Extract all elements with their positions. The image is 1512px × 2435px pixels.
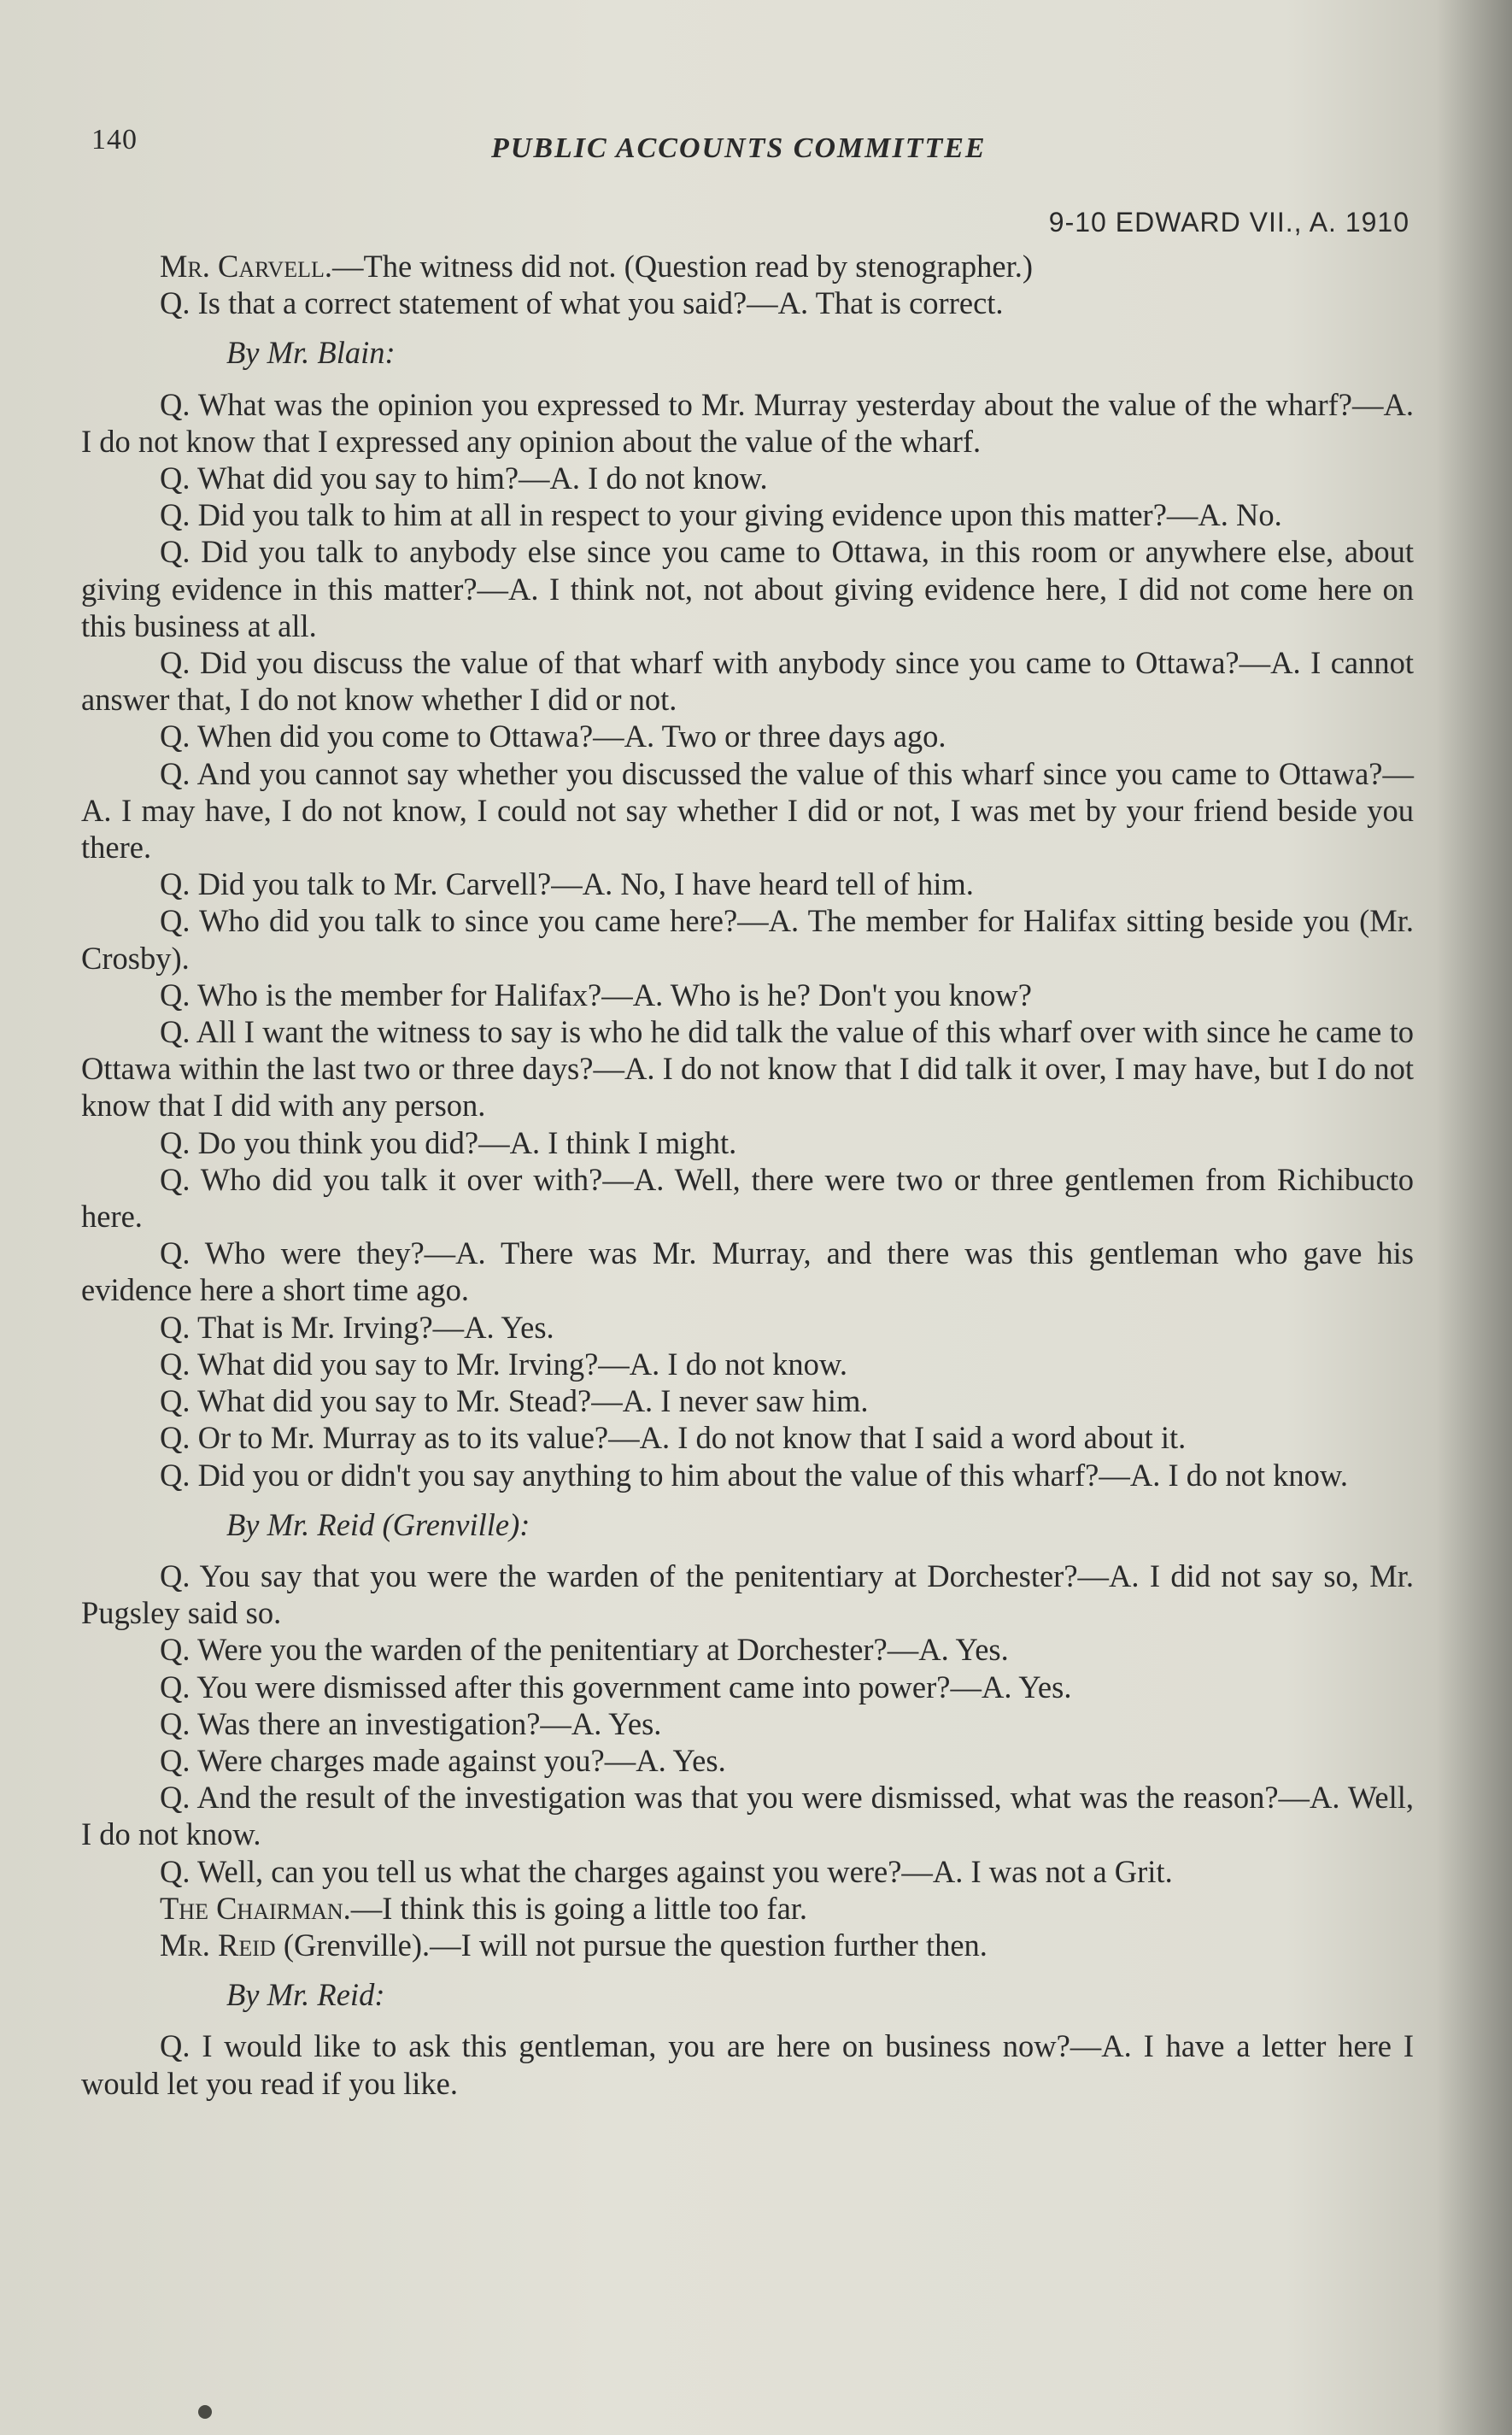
qa-paragraph: Q. Or to Mr. Murray as to its value?—A. I do not know that I said a word about it. (160, 1420, 1187, 1456)
qa-paragraph: Q. Did you talk to him at all in respect to your giving evidence upon this matter?—A. No. (160, 497, 1282, 533)
dialog-text: —I think this is going a little too far. (350, 1890, 808, 1926)
qa-paragraph: Q. When did you come to Ottawa?—A. Two or three days ago. (160, 719, 946, 754)
qa-paragraph: Q. What did you say to Mr. Irving?—A. I do not know. (160, 1346, 847, 1382)
qa-paragraph: Q. Who is the member for Halifax?—A. Who is he? Don't you know? (160, 977, 1032, 1012)
running-head: PUBLIC ACCOUNTS COMMITTEE (491, 132, 987, 164)
qa-paragraph: Q. What was the opinion you expressed to Mr. Murray yesterday about the value of the wharf?—A. I do not know that I expressed any opinion about the value of the wharf. (81, 386, 1414, 459)
qa-paragraph: Q. And the result of the investigation was that you were dismissed, what was the reason?—A. Well, I do not know. (81, 1780, 1414, 1852)
qa-paragraph: Q. What did you say to him?—A. I do not know. (160, 461, 768, 496)
qa-paragraph: Q. Were you the warden of the penitentiary at Dorchester?—A. Yes. (160, 1632, 1009, 1668)
qa-paragraph: Q. Well, can you tell us what the charges against you were?—A. I was not a Grit. (160, 1853, 1173, 1889)
qa-paragraph: Q. Who did you talk it over with?—A. Well, there were two or three gentlemen from Richibucto here. (81, 1161, 1414, 1235)
page-number: 140 (91, 124, 138, 155)
qa-paragraph: Q. All I want the witness to say is who he did talk the value of this wharf over with since he came to Ottawa within the last two or three days?—A. I do not know that I did talk it over, I may have, but I do not know that I did with any person. (81, 1014, 1414, 1124)
session-label: 9-10 EDWARD VII., A. 1910 (1048, 207, 1409, 238)
ink-spot (198, 2405, 212, 2419)
qa-paragraph: Q. Did you talk to Mr. Carvell?—A. No, I have heard tell of him. (160, 866, 974, 902)
speaker-name: The Chairman. (160, 1890, 351, 1926)
dialog-paragraph (81, 1890, 1414, 1927)
qa-paragraph: Q. Who were they?—A. There was Mr. Murray, and there was this gentleman who gave his evidence here a short time ago. (81, 1235, 1414, 1308)
qa-paragraph: Q. Did you talk to anybody else since you came to Ottawa, in this room or anywhere else, about giving evidence in this matter?—A. I think not, not about giving evidence here, I did not come here on this business at all. (81, 534, 1414, 643)
qa-paragraph: Q. Were charges made against you?—A. Yes. (160, 1742, 726, 1778)
examiner-heading: By Mr. Reid (Grenville): (226, 1506, 530, 1542)
qa-paragraph: Q. Is that a correct statement of what you said?—A. That is correct. (160, 285, 1004, 321)
dialog-text: —The witness did not. (Question read by stenographer.) (331, 249, 1034, 284)
speaker-name: Mr. Carvell. (160, 249, 332, 284)
speaker-name: Mr. Reid (160, 1927, 276, 1963)
qa-paragraph: Q. And you cannot say whether you discussed the value of this wharf since you came to Ottawa?—A. I may have, I do not know, I could not say whether I did or not, I was met by your friend beside you there. (81, 755, 1414, 865)
qa-paragraph: Q. You say that you were the warden of the penitentiary at Dorchester?—A. I did not say so, Mr. Pugsley said so. (81, 1558, 1414, 1631)
qa-paragraph: Q. Did you discuss the value of that wharf with anybody since you came to Ottawa?—A. I cannot answer that, I do not know whether I did or not. (81, 645, 1414, 718)
qa-paragraph: Q. Was there an investigation?—A. Yes. (160, 1705, 662, 1741)
examiner-heading: By Mr. Reid: (226, 1977, 385, 2013)
qa-paragraph: Q. Who did you talk to since you came here?—A. The member for Halifax sitting beside you (Mr. Crosby). (81, 903, 1414, 976)
qa-paragraph: Q. What did you say to Mr. Stead?—A. I never saw him. (160, 1383, 869, 1419)
qa-paragraph: Q. You were dismissed after this government came into power?—A. Yes. (160, 1669, 1072, 1704)
examiner-heading: By Mr. Blain: (226, 335, 396, 371)
qa-paragraph: Q. Did you or didn't you say anything to him about the value of this wharf?—A. I do not know. (160, 1457, 1349, 1493)
dialog-paragraph (81, 1927, 1414, 1963)
transcript-body (81, 248, 1414, 2102)
qa-paragraph: Q. I would like to ask this gentleman, you are here on business now?—A. I have a letter here I would let you read if you like. (81, 2028, 1414, 2101)
qa-paragraph: Q. Do you think you did?—A. I think I might. (160, 1124, 737, 1160)
qa-paragraph: Q. That is Mr. Irving?—A. Yes. (160, 1309, 554, 1345)
dialog-text: (Grenville).—I will not pursue the question further then. (275, 1927, 987, 1963)
dialog-paragraph (81, 248, 1414, 285)
